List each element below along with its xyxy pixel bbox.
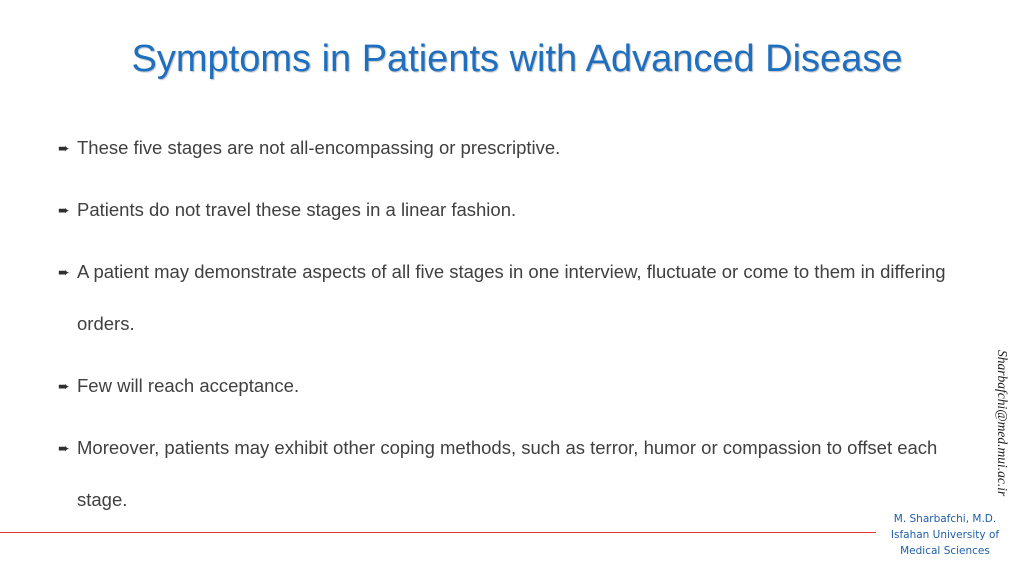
footer-author: M. Sharbafchi, M.D. (893, 513, 997, 525)
bullet-item (58, 360, 978, 412)
bullet-text: Moreover, patients may exhibit other coping methods, such as terror, humor or compassion to offset each stage. (77, 437, 938, 510)
footer-institution: Isfahan University of (890, 529, 1000, 541)
bullet-text: Few will reach acceptance. (77, 375, 300, 396)
bullet-item (58, 422, 978, 526)
bullet-text: These five stages are not all-encompassing or prescriptive. (77, 137, 561, 158)
bullet-item (58, 246, 978, 350)
footer-institution-cont: Medical Sciences (900, 545, 990, 557)
pointing-hand-icon: ➨ (58, 140, 70, 156)
bullet-list (58, 122, 978, 536)
bullet-text: Patients do not travel these stages in a linear fashion. (77, 199, 517, 220)
footer-divider (0, 532, 876, 533)
email-watermark: Sharbafchi@med.mui.ac.ir (995, 350, 1010, 497)
footer-credit (880, 511, 1010, 559)
slide-title: Symptoms in Patients with Advanced Disease (131, 38, 903, 80)
pointing-hand-icon: ➨ (58, 378, 70, 394)
pointing-hand-icon: ➨ (58, 202, 70, 218)
bullet-text: A patient may demonstrate aspects of all five stages in one interview, fluctuate or come to them in differing orders. (77, 261, 946, 334)
bullet-item (58, 184, 978, 236)
bullet-item (58, 122, 978, 174)
pointing-hand-icon: ➨ (58, 264, 70, 280)
pointing-hand-icon: ➨ (58, 440, 70, 456)
